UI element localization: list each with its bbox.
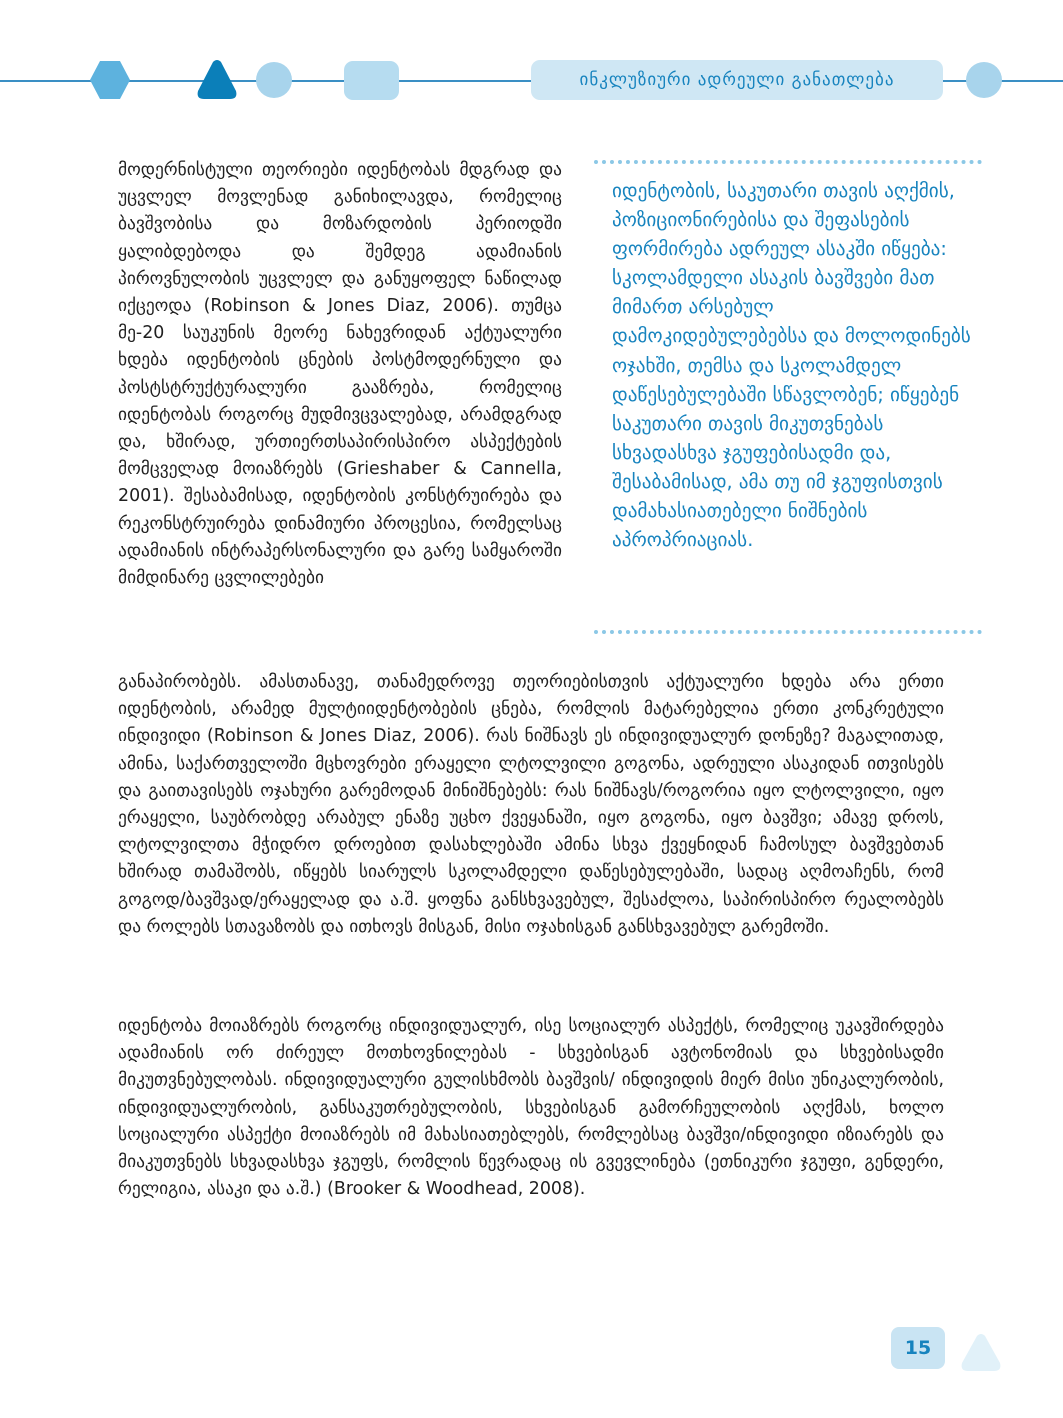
hexagon-decoration-icon [90,61,130,99]
page-number: 15 [891,1327,945,1369]
square-decoration-icon [344,61,399,100]
circle-end-decoration-icon [966,62,1002,98]
pull-quote-text: იდენტობის, საკუთარი თავის აღქმის, პოზიციონირებისა და შეფასების ფორმირება ადრეულ ასაკში იწყება: სკოლამდელი ასაკის ბავშვები მათ მიმართ არსებულ დამოკიდებულებებსა და მოლოდინებს ოჯახში, თემსა და სკოლამდელ დაწესებულებაში სწავლობენ; იწყებენ საკუთარი თავის მიკუთვნებას სხვადასხვა ჯგუფებისადმი და, შესაბამისად, ამა თუ იმ ჯგუფისთვის დამახასიათებელი ნიშნების აპროპრიაციას. [612,179,971,552]
body-paragraph-left-column: მოდერნისტული თეორიები იდენტობას მდგრად და უცვლელ მოვლენად განიხილავდა, რომელიც ბავშვობისა და მოზარდობის პერიოდში ყალიბდებოდა და შემდეგ ადამიანის პიროვნულობის უცვლელ და განუყოფელ ნაწილად იქცეოდა (Robinson & Jones Diaz, 2006). თუმცა მე-20 საუკუნის მეორე ნახევრიდან აქტუალური ხდება იდენტობის ცნების პოსტმოდერნული და პოსტსტრუქტურალური გააზრება, რომელიც იდენტობას როგორც მუდმივცვალებად, არამდგრად და, ხშირად, ურთიერთსაპირისპირო ასპექტების მომცველად მოიაზრებს (Grieshaber & Cannella, 2001). შესაბამისად, იდენტობის კონსტრუირება და რეკონსტრუირება დინამიური პროცესია, რომელსაც ადამიანის ინტრაპერსონალური და გარე სამყაროში მიმდინარე ცვლილებები [118,160,562,589]
body-paragraph-second: იდენტობა მოიაზრებს როგორც ინდივიდუალურ, ისე სოციალურ ასპექტს, რომელიც უკავშირდება ადამიანის ორ ძირეულ მოთხოვნილებას - სხვებისგან ავტონომიას და სხვებისადმი მიკუთვნებულობას. ინდივიდუალური გულისხმობს ბავშვის/ ინდივიდის მიერ მისი უნიკალურობის, ინდივიდუალურობის, განსაკუთრებულობის, სხვებისგან გამორჩეულობის აღქმას, ხოლო სოციალური ასპექტი მოიაზრებს იმ მახასიათებლებს, რომლებსაც ბავშვი/ინდივიდი იზიარებს და მიაკუთვნებს სხვადასხვა ჯგუფს, რომლის წევრადაც ის გვევლინება (ეთნიკური ჯგუფი, გენდერი, რელიგია, ასაკი და ა.შ.) (Brooker & Woodhead, 2008). [118,1016,944,1200]
header-title: ინკლუზიური ადრეული განათლება [531,60,943,100]
circle-decoration-icon [256,62,292,98]
body-paragraph-continued: განაპირობებს. ამასთანავე, თანამედროვე თეორიებისთვის აქტუალური ხდება არა ერთი იდენტობის, არამედ მულტიიდენტობების ცნება, რომლის მატარებელია ერთი კონკრეტული ინდივიდი (Robinson & Jones Diaz, 2006). რას ნიშნავს ეს ინდივიდუალურ დონეზე? მაგალითად, ამინა, საქართველოში მცხოვრები ერაყელი ლტოლვილი გოგონა, ადრეული ასაკიდან ითვისებს და გაითავისებს ოჯახური გარემოდან მინიშნებებს: რას ნიშნავს/როგორია იყო ლტოლვილი, იყო ერაყელი, საუბრობდე არაბულ ენაზე უცხო ქვეყანაში, იყო გოგონა, იყო ბავშვი; ამავე დროს, ლტოლვილთა მჭიდრო დროებით დასახლებაში ამინა სხვა ქვეყნიდან ჩამოსულ ბავშვებთან ხშირად თამაშობს, იწყებს სიარულს სკოლამდელი დაწესებულებაში, სადაც აღმოაჩენს, რომ გოგოდ/ბავშვად/ერაყელად და ა.შ. ყოფნა განსხვავებულ, შესაძლოა, საპირისპირო რეალობებს და როლებს სთავაზობს და ითხოვს მისგან, მისი ოჯახისგან განსხვავებულ გარემოში. [118,672,944,937]
triangle-decoration-icon [196,59,238,99]
footer-triangle-icon [960,1333,1002,1371]
